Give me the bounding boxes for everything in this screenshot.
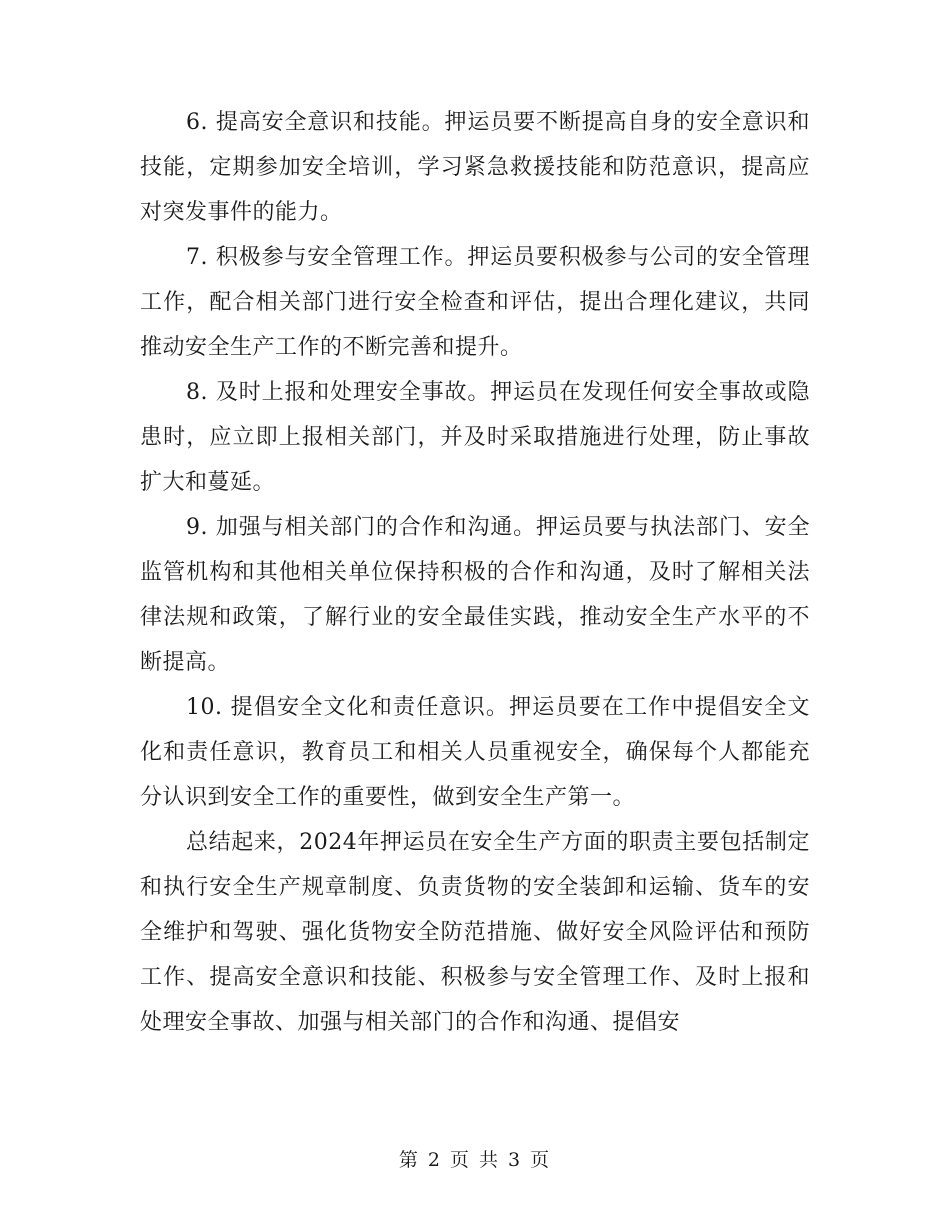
paragraph-summary: 总结起来，2024年押运员在安全生产方面的职责主要包括制定和执行安全生产规章制度、负责货物的安全装卸和运输、货车的安全维护和驾驶、强化货物安全防范措施、做好安全风险评估和预防工作、提高安全意识和技能、积极参与安全管理工作、及时上报和处理安全事故、加强与相关部门的合作和沟通、提倡安 xyxy=(140,830,810,1035)
paragraph-item-8: 8. 及时上报和处理安全事故。押运员在发现任何安全事故或隐患时，应立即上报相关部门，并及时采取措施进行处理，防止事故扩大和蔓延。 xyxy=(140,380,810,495)
paragraph-item-6: 6. 提高安全意识和技能。押运员要不断提高自身的安全意识和技能，定期参加安全培训，学习紧急救援技能和防范意识，提高应对突发事件的能力。 xyxy=(140,110,810,225)
paragraph-item-9: 9. 加强与相关部门的合作和沟通。押运员要与执法部门、安全监管机构和其他相关单位保持积极的合作和沟通，及时了解相关法律法规和政策，了解行业的安全最佳实践，推动安全生产水平的不断提高。 xyxy=(140,515,810,675)
paragraph-item-10: 10. 提倡安全文化和责任意识。押运员要在工作中提倡安全文化和责任意识，教育员工和相关人员重视安全，确保每个人都能充分认识到安全工作的重要性，做到安全生产第一。 xyxy=(140,695,810,810)
page-number-footer: 第 2 页 共 3 页 xyxy=(398,1149,552,1171)
document-body xyxy=(140,100,810,1045)
paragraph-item-7: 7. 积极参与安全管理工作。押运员要积极参与公司的安全管理工作，配合相关部门进行安全检查和评估，提出合理化建议，共同推动安全生产工作的不断完善和提升。 xyxy=(140,245,810,360)
